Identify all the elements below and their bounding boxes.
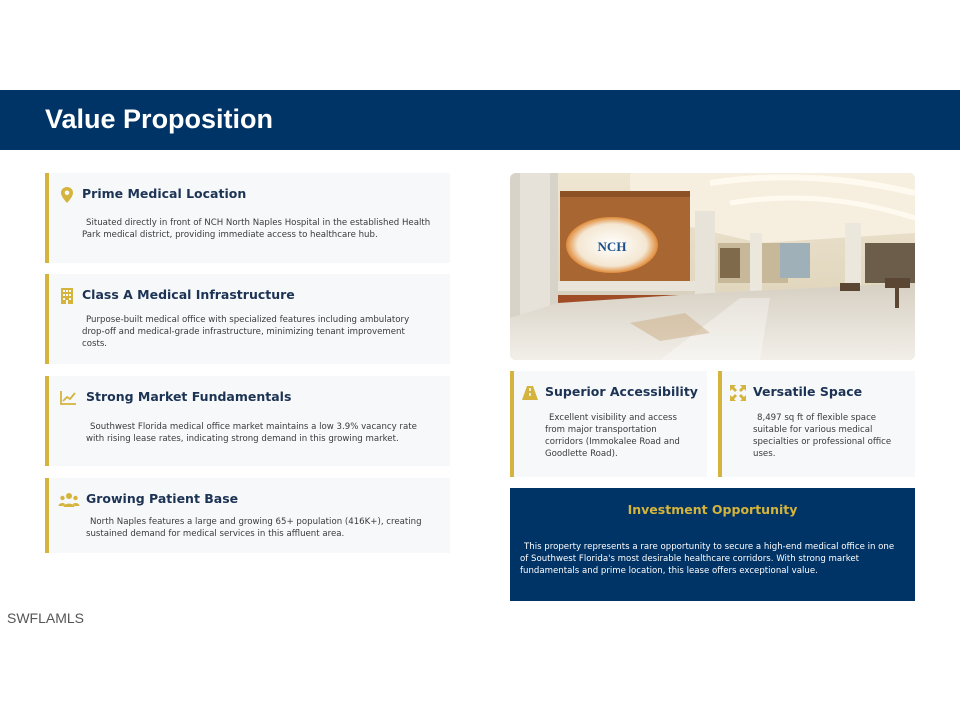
- mini-card-body: Excellent visibility and access from major transportation corridors (Immokalee Road and Goodlette Road).: [545, 413, 680, 459]
- users-icon: [58, 491, 80, 509]
- card-growing-patient-base: [45, 478, 450, 553]
- investment-opportunity-panel: [510, 488, 915, 601]
- building-icon: [58, 287, 76, 305]
- investment-body: This property represents a rare opportunity to secure a high-end medical office in one of Southwest Florida's most desirable healthcare corridors. With strong market fundamentals and prime location, this lease offers exceptional value.: [520, 542, 895, 576]
- expand-arrows-icon: [729, 384, 747, 402]
- mini-card-title: Superior Accessibility: [545, 384, 698, 399]
- card-prime-medical-location: [45, 173, 450, 263]
- road-icon: [521, 384, 539, 402]
- watermark: SWFLAMLS: [7, 610, 85, 626]
- card-title: Growing Patient Base: [86, 491, 239, 506]
- location-pin-icon: [58, 186, 76, 204]
- card-body: Purpose-built medical office with specialized features including ambulatory drop-off and medical-grade infrastructure, minimizing tenant improvement costs.: [82, 315, 410, 349]
- card-superior-accessibility: [510, 371, 707, 477]
- investment-title: Investment Opportunity: [627, 502, 798, 517]
- card-body: Situated directly in front of NCH North Naples Hospital in the established Health Park medical district, providing immediate access to healthcare hub.: [82, 218, 431, 240]
- page-title: Value Proposition: [45, 104, 274, 134]
- card-class-a-infrastructure: [45, 274, 450, 364]
- card-title: Prime Medical Location: [82, 186, 247, 201]
- lobby-illustration: [510, 173, 915, 360]
- lobby-photo: [510, 173, 915, 360]
- title-band: [0, 90, 960, 150]
- mini-card-body: 8,497 sq ft of flexible space suitable for various medical specialties or professional office uses.: [753, 413, 892, 459]
- card-body: Southwest Florida medical office market maintains a low 3.9% vacancy rate with rising lease rates, indicating strong demand in this growing market.: [86, 422, 417, 444]
- card-title: Class A Medical Infrastructure: [82, 287, 295, 302]
- mini-card-title: Versatile Space: [753, 384, 863, 399]
- nch-logo-text: NCH: [597, 239, 627, 254]
- chart-line-icon: [58, 389, 78, 407]
- card-versatile-space: [718, 371, 915, 477]
- card-body: North Naples features a large and growing 65+ population (416K+), creating sustained demand for medical services in this affluent area.: [86, 517, 422, 539]
- card-strong-market-fundamentals: [45, 376, 450, 466]
- card-title: Strong Market Fundamentals: [86, 389, 292, 404]
